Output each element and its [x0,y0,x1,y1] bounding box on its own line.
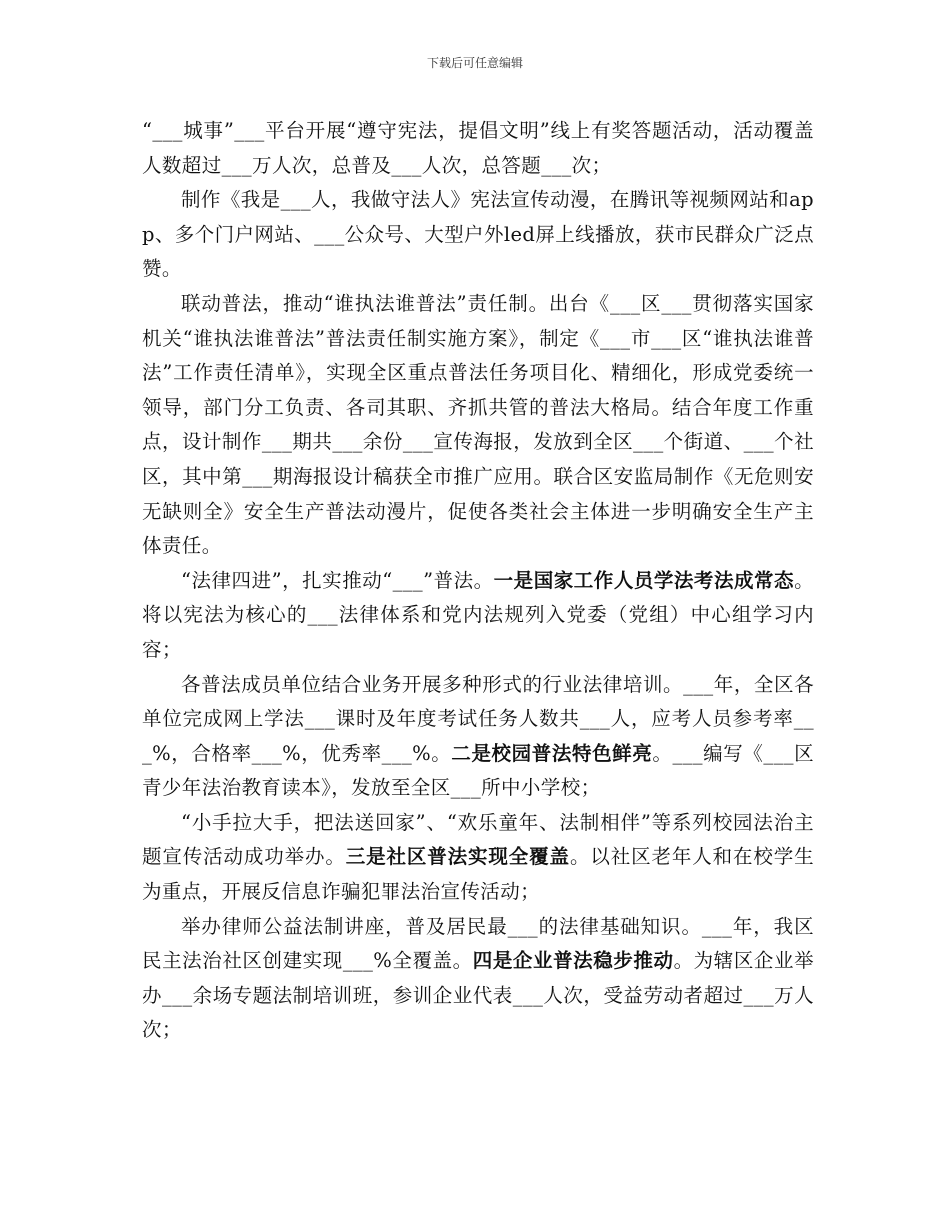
text-run: 。___编写《___区青少年法治教育读本》，发放至全区___所中小学校； [142,741,814,800]
text-run: “小手拉大手，把法送回家”、“欢乐童年、法制相伴”等系列校园法治主题宣传活动成功举办。 [142,810,814,869]
text-run: 制作《我是___人，我做守法人》宪法宣传动漫，在腾讯等视频网站和app、多个门户网站、___公众号、大型户外led屏上线播放，获市民群众广泛点赞。 [142,188,814,281]
text-run: 。以社区老年人和在校学生为重点，开展反信息诈骗犯罪法治宣传活动； [142,845,814,904]
bold-heading-run: 一是国家工作人员学法考法成常态 [493,568,795,592]
text-run: 。将以宪法为核心的___法律体系和党内法规列入党委（党组）中心组学习内容； [142,568,814,661]
text-run: “法律四进”，扎实推动“___”普法。 [181,568,494,592]
paragraph [142,183,814,287]
text-run: 联动普法，推动“谁执法谁普法”责任制。出台《___区___贯彻落实国家机关“谁执法谁普法”普法责任制实施方案》，制定《___市___区“谁执法谁普法”工作责任清单》，实现全区重点普法任务项目化、精细化，形成党委统一领导，部门分工负责、各司其职、齐抓共管的普法大格局。结合年度工作重点，设计制作___期共___余份___宣传海报，发放到全区___个街道、___个社区，其中第___期海报设计稿获全市推广应用。联合区安监局制作《无危则安无缺则全》安全生产普法动漫片，促使各类社会主体进一步明确安全生产主体责任。 [142,291,814,558]
paragraph [142,287,814,564]
bold-heading-run: 三是社区普法实现全覆盖 [345,845,570,869]
text-run: 举办律师公益法制讲座，普及居民最___的法律基础知识。___年，我区民主法治社区创建实现___%全覆盖。 [142,914,814,973]
text-run: 。为辖区企业举办___余场专题法制培训班，参训企业代表___人次，受益劳动者超过___万人次； [142,949,814,1042]
text-run: “___城事”___平台开展“遵守宪法，提倡文明”线上有奖答题活动，活动覆盖人数超过___万人次，总普及___人次，总答题___次； [142,119,814,177]
document-body [142,114,814,1048]
paragraph [142,806,814,910]
text-run: 各普法成员单位结合业务开展多种形式的行业法律培训。___年，全区各单位完成网上学法___课时及年度考试任务人数共___人，应考人员参考率___%，合格率___%，优秀率___%。 [142,672,814,765]
paragraph [142,114,814,183]
paragraph [142,564,814,668]
bold-heading-run: 四是企业普法稳步推动 [472,949,674,973]
bold-heading-run: 二是校园普法特色鲜亮 [451,741,653,765]
paragraph [142,668,814,806]
paragraph [142,910,814,1048]
page-header: 下载后可任意编辑 [426,56,523,70]
